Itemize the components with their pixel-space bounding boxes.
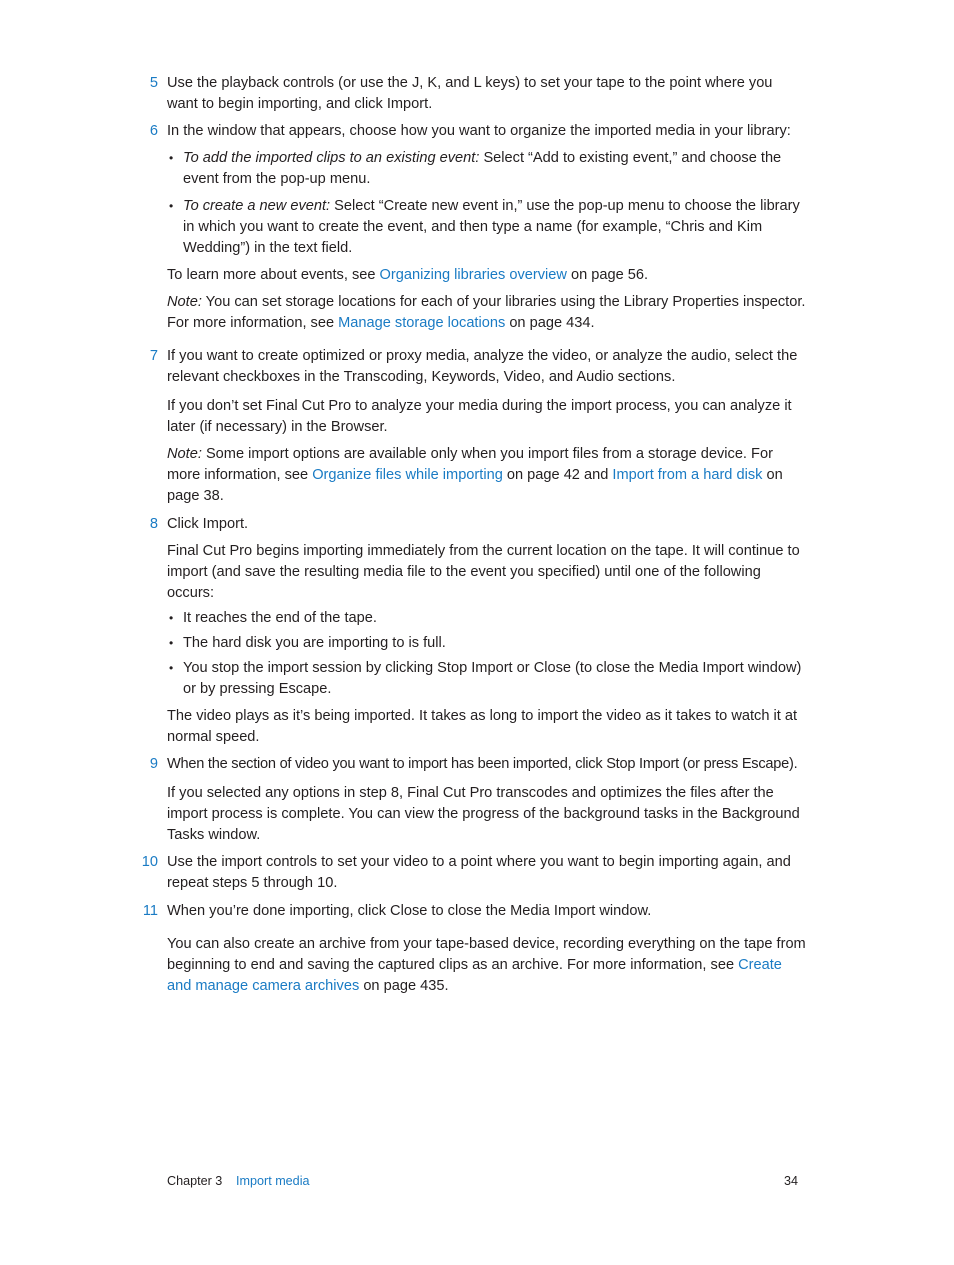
note-label: Note: xyxy=(167,294,202,310)
page-body xyxy=(141,73,807,997)
page-number: 34 xyxy=(783,1174,798,1188)
note-paragraph xyxy=(167,444,807,507)
note-paragraph xyxy=(167,292,807,334)
step-number: 7 xyxy=(149,348,158,364)
organizing-libraries-link[interactable]: Organizing libraries overview xyxy=(379,267,567,283)
text-run: on page 435. xyxy=(359,978,449,994)
step-text: Click Import. xyxy=(167,516,249,532)
step-5 xyxy=(149,73,807,115)
step-text: When the section of video you want to import has been imported, click Stop Import (or press Escape). xyxy=(167,756,798,772)
text-run: You can set storage locations for each of your libraries using the Library Properties inspector. For more information, see xyxy=(167,294,806,331)
text-run: on page 434. xyxy=(505,315,595,331)
text-run: Some import options are available only when you import files from a storage device. For more information, see xyxy=(167,446,773,483)
text-run: You can also create an archive from your tape-based device, recording everything on the tape from beginning to end and saving the captured clips as an archive. For more information, see xyxy=(167,936,806,973)
step-number: 8 xyxy=(149,516,158,532)
bullet-lead: To add the imported clips to an existing event: xyxy=(183,150,480,166)
bullet-item: • It reaches the end of the tape. xyxy=(167,608,807,629)
step-number: 9 xyxy=(149,756,158,772)
import-hard-disk-link[interactable]: Import from a hard disk xyxy=(612,467,763,483)
step-number: 10 xyxy=(141,854,158,870)
step-9 xyxy=(149,754,807,846)
text-run: on page 56. xyxy=(566,267,649,283)
manage-storage-locations-link[interactable]: Manage storage locations xyxy=(338,315,506,331)
bullet-item xyxy=(167,148,807,190)
bullet-item: • The hard disk you are importing to is full. xyxy=(167,633,807,654)
step-text: Use the playback controls (or use the J, K, and L keys) to set your tape to the point where you want to begin importing, and click Import. xyxy=(167,75,773,112)
text-run: on page 42 and xyxy=(502,467,613,483)
bullet-lead: To create a new event: xyxy=(183,198,331,214)
step-number: 6 xyxy=(149,123,158,139)
bullet-text: Select “Add to existing event,” and choose the event from the pop-up menu. xyxy=(183,150,782,187)
step-6 xyxy=(149,121,807,334)
step-text: In the window that appears, choose how you want to organize the imported media in your library: xyxy=(167,123,791,139)
bullet-item: • You stop the import session by clicking Stop Import or Close (to close the Media Import window) or by pressing Escape. xyxy=(167,658,807,700)
step-8 xyxy=(149,514,807,748)
step-text: If you want to create optimized or proxy media, analyze the video, or analyze the audio, select the relevant checkboxes in the Transcoding, Keywords, Video, and Audio sections. xyxy=(167,348,798,385)
transcode-paragraph: If you selected any options in step 8, Final Cut Pro transcodes and optimizes the files after the import process is complete. You can view the progress of the background tasks in the Background Tasks window. xyxy=(167,785,800,843)
archive-paragraph xyxy=(167,934,807,997)
step-11 xyxy=(142,901,807,922)
bullet-item xyxy=(167,196,807,259)
learn-more-paragraph xyxy=(167,265,807,286)
organize-files-link[interactable]: Organize files while importing xyxy=(312,467,503,483)
camera-archives-link[interactable]: Create and manage camera archives xyxy=(167,957,782,994)
playback-paragraph: The video plays as it’s being imported. It takes as long to import the video as it takes to watch it at normal speed. xyxy=(167,708,798,745)
import-paragraph: Final Cut Pro begins importing immediately from the current location on the tape. It will continue to import (and save the resulting media file to the event you specified) until one of the following occurs: xyxy=(167,543,800,601)
step-7 xyxy=(149,346,807,507)
step-10 xyxy=(141,852,807,894)
bullet-text: Select “Create new event in,” use the pop-up menu to choose the library in which you want to create the event, and then type a name (for example, “Chris and Kim Wedding”) in the text field. xyxy=(183,198,800,256)
footer-chapter-link[interactable]: Import media xyxy=(236,1174,310,1188)
step-text: Use the import controls to set your video to a point where you want to begin importing again, and repeat steps 5 through 10. xyxy=(167,854,791,891)
text-run: on page 38. xyxy=(167,467,783,504)
step-number: 5 xyxy=(149,75,158,91)
text-run: To learn more about events, see xyxy=(167,267,380,283)
note-label: Note: xyxy=(167,446,202,462)
analysis-paragraph: If you don’t set Final Cut Pro to analyze your media during the import process, you can analyze it later (if necessary) in the Browser. xyxy=(167,398,792,435)
step-number: 11 xyxy=(142,903,158,919)
footer-chapter: Chapter 3 xyxy=(167,1174,223,1188)
step-text: When you’re done importing, click Close to close the Media Import window. xyxy=(167,903,652,919)
